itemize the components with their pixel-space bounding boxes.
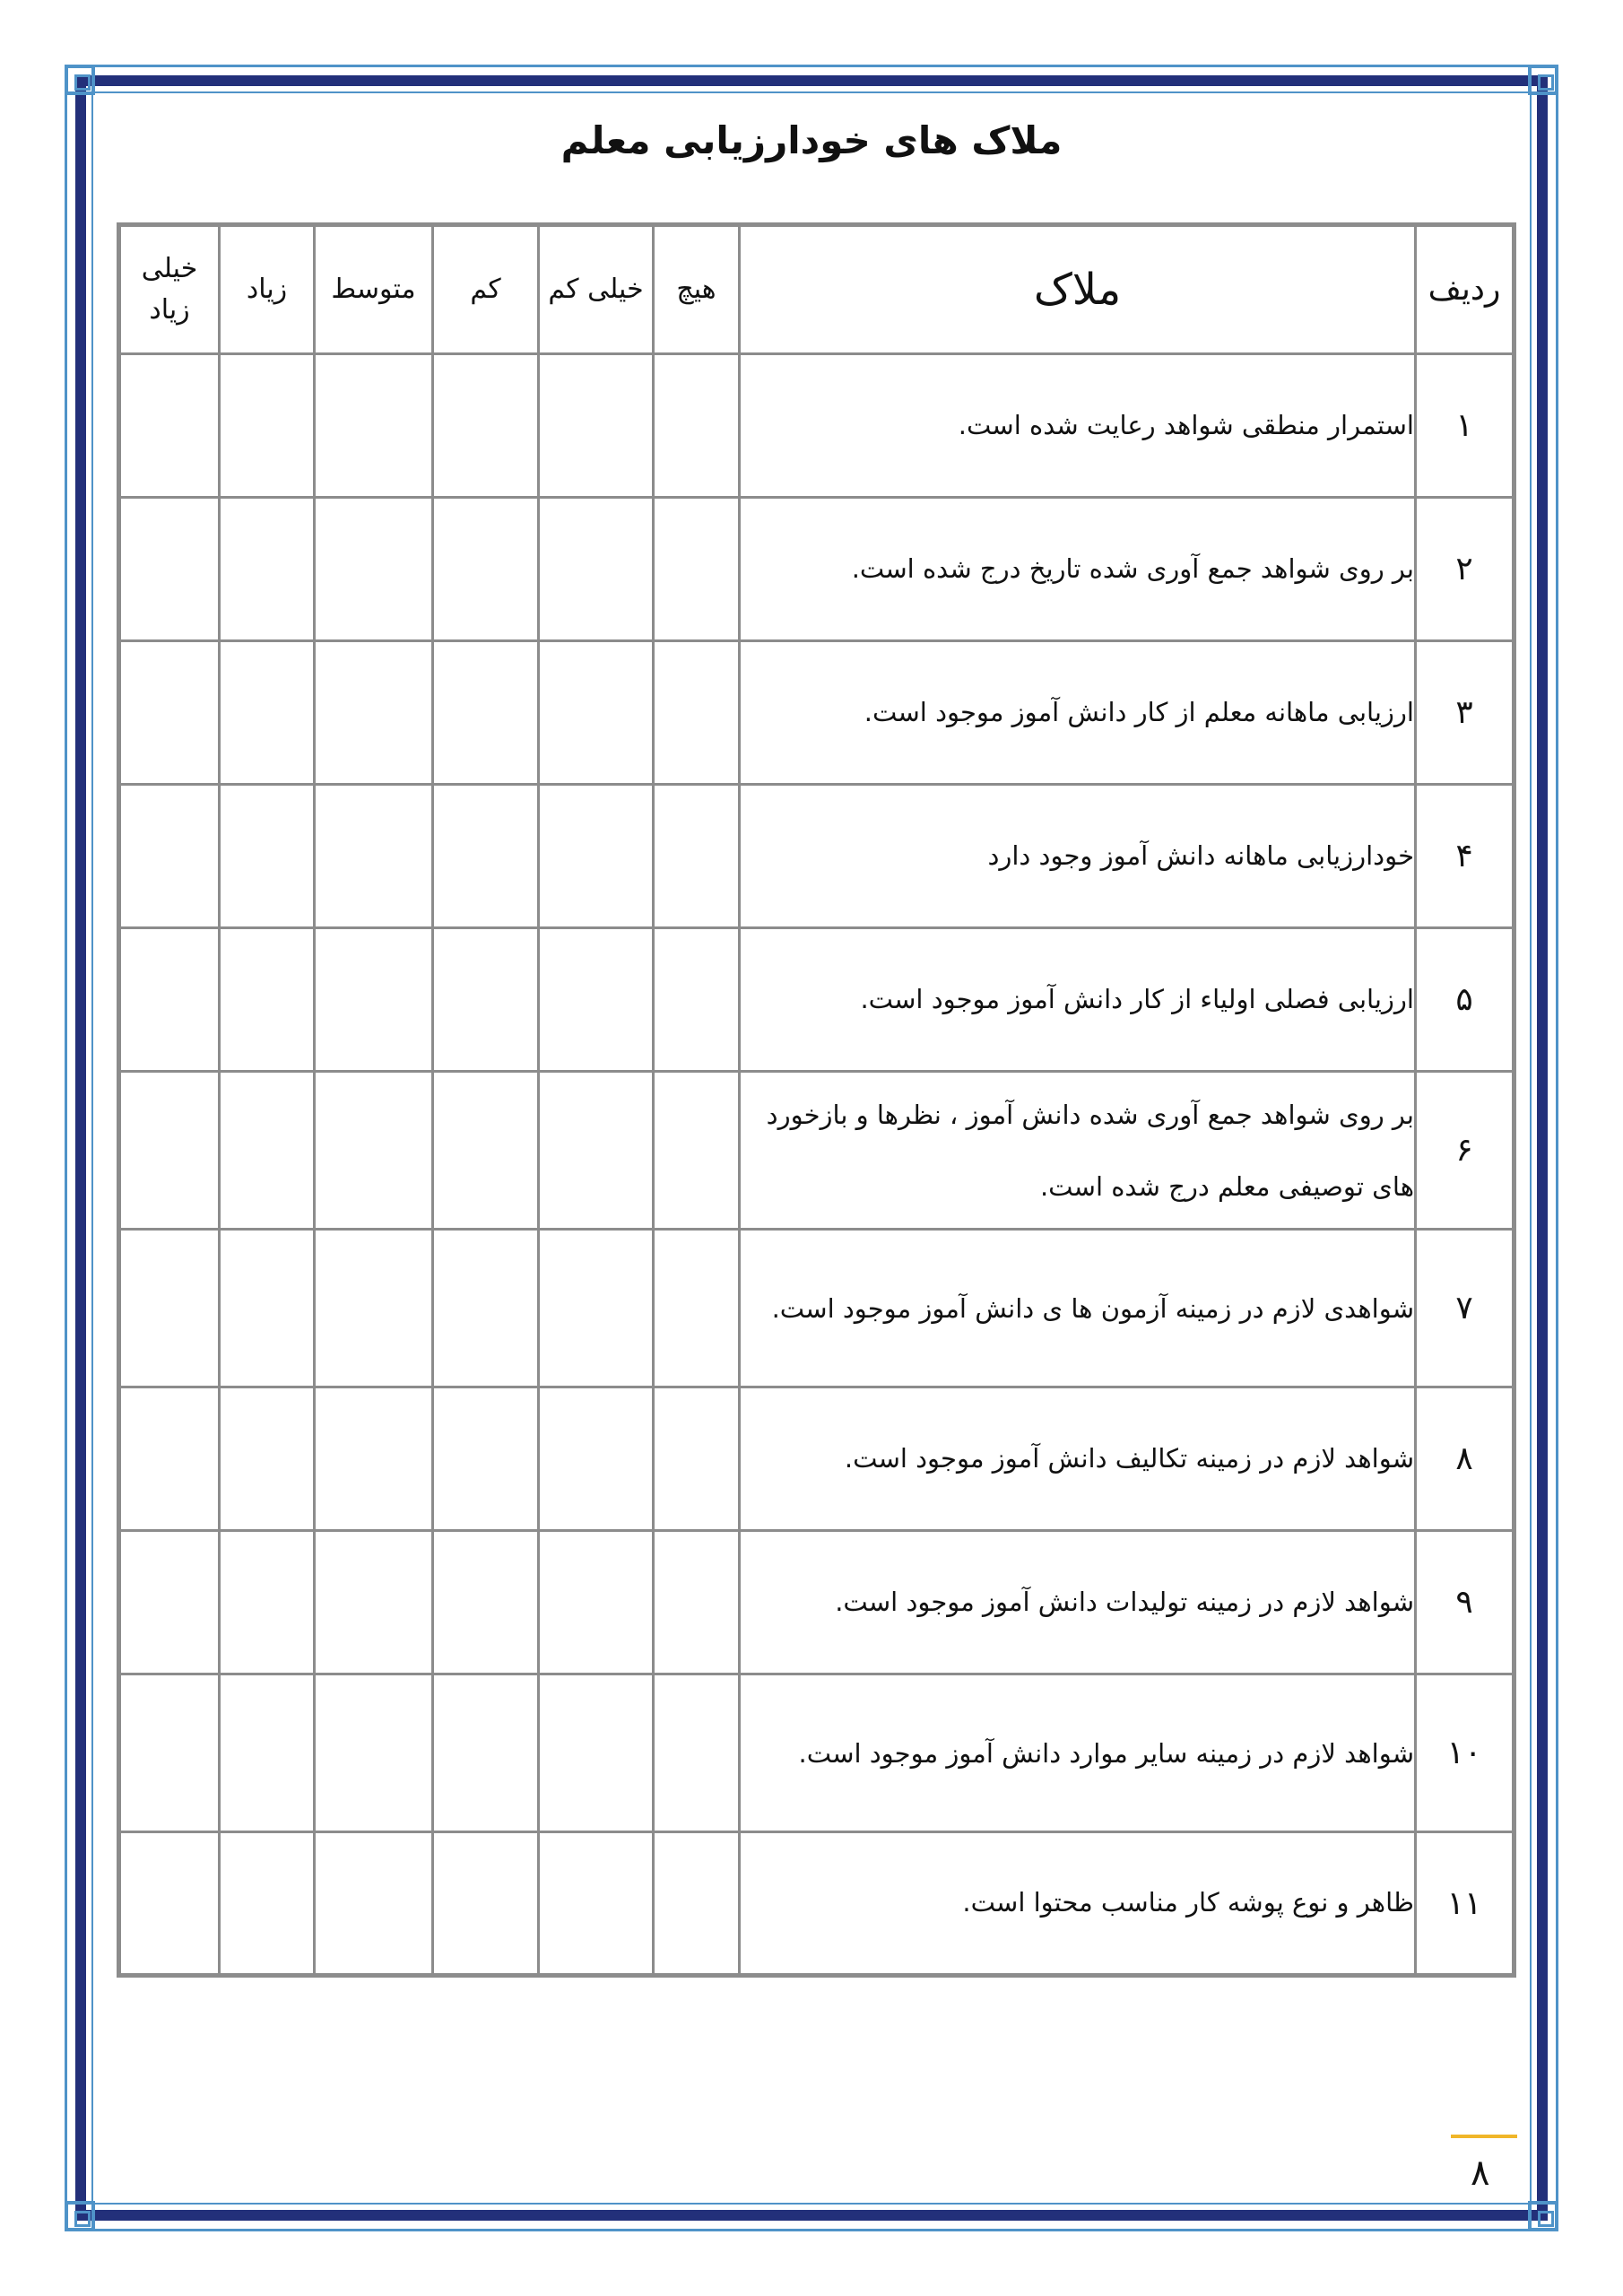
rating-cell-high[interactable] <box>220 1072 315 1230</box>
rating-cell-very-low[interactable] <box>539 354 654 498</box>
rating-cell-none[interactable] <box>654 928 740 1072</box>
row-criterion-text: شواهدی لازم در زمینه آزمون ها ی دانش آموز موجود است. <box>740 1230 1416 1387</box>
rating-cell-low[interactable] <box>433 1674 539 1832</box>
rating-cell-low[interactable] <box>433 498 539 641</box>
rating-cell-none[interactable] <box>654 1674 740 1832</box>
rating-cell-medium[interactable] <box>315 1832 433 1976</box>
corner-ornament-bottom-left <box>65 2201 95 2231</box>
row-criterion-text: بر روی شواهد جمع آوری شده دانش آموز ، نظرها و بازخورد های توصیفی معلم درج شده است. <box>740 1072 1416 1230</box>
rating-cell-high[interactable] <box>220 785 315 928</box>
rating-cell-very-low[interactable] <box>539 498 654 641</box>
corner-ornament-bottom-right <box>1528 2201 1558 2231</box>
table-row <box>119 1230 1515 1387</box>
rating-cell-very-low[interactable] <box>539 641 654 785</box>
page-number: ۸ <box>1471 2152 1490 2194</box>
header-very-low: خیلی کم <box>539 225 654 354</box>
table-row <box>119 498 1515 641</box>
corner-ornament-top-right <box>1528 65 1558 95</box>
rating-cell-none[interactable] <box>654 354 740 498</box>
rating-cell-low[interactable] <box>433 1832 539 1976</box>
rating-cell-medium[interactable] <box>315 1387 433 1531</box>
row-number: ۵ <box>1416 928 1515 1072</box>
table-row <box>119 1072 1515 1230</box>
header-row-number: ردیف <box>1416 225 1515 354</box>
row-number: ۴ <box>1416 785 1515 928</box>
rating-cell-very-high[interactable] <box>119 1674 220 1832</box>
rating-cell-none[interactable] <box>654 1230 740 1387</box>
rating-cell-none[interactable] <box>654 1832 740 1976</box>
corner-ornament-top-left <box>65 65 95 95</box>
rating-cell-none[interactable] <box>654 1531 740 1674</box>
rating-cell-very-low[interactable] <box>539 1230 654 1387</box>
rating-cell-very-high[interactable] <box>119 641 220 785</box>
rating-cell-medium[interactable] <box>315 1072 433 1230</box>
rating-cell-very-high[interactable] <box>119 928 220 1072</box>
page-title: ملاک های خودارزیابی معلم <box>560 118 1063 162</box>
header-low: کم <box>433 225 539 354</box>
rating-cell-low[interactable] <box>433 1387 539 1531</box>
rating-cell-low[interactable] <box>433 1230 539 1387</box>
rating-cell-high[interactable] <box>220 641 315 785</box>
table-row <box>119 1387 1515 1531</box>
rating-cell-very-high[interactable] <box>119 1230 220 1387</box>
rating-cell-low[interactable] <box>433 641 539 785</box>
rating-cell-very-high[interactable] <box>119 498 220 641</box>
row-number: ۳ <box>1416 641 1515 785</box>
row-criterion-text: ارزیابی فصلی اولیاء از کار دانش آموز موجود است. <box>740 928 1416 1072</box>
row-criterion-text: شواهد لازم در زمینه سایر موارد دانش آموز موجود است. <box>740 1674 1416 1832</box>
table-row <box>119 785 1515 928</box>
rating-cell-none[interactable] <box>654 785 740 928</box>
rating-cell-medium[interactable] <box>315 354 433 498</box>
row-criterion-text: استمرار منطقی شواهد رعایت شده است. <box>740 354 1416 498</box>
rating-cell-very-low[interactable] <box>539 1072 654 1230</box>
table-row <box>119 928 1515 1072</box>
rating-cell-high[interactable] <box>220 354 315 498</box>
rating-cell-low[interactable] <box>433 928 539 1072</box>
rating-cell-none[interactable] <box>654 641 740 785</box>
header-very-high: خیلی زیاد <box>119 225 220 354</box>
rating-cell-low[interactable] <box>433 354 539 498</box>
rating-cell-high[interactable] <box>220 498 315 641</box>
criteria-table <box>117 222 1516 1978</box>
rating-cell-very-low[interactable] <box>539 1832 654 1976</box>
rating-cell-medium[interactable] <box>315 1230 433 1387</box>
rating-cell-medium[interactable] <box>315 641 433 785</box>
rating-cell-very-high[interactable] <box>119 1072 220 1230</box>
rating-cell-very-high[interactable] <box>119 785 220 928</box>
table-row <box>119 1832 1515 1976</box>
row-number: ۱۰ <box>1416 1674 1515 1832</box>
row-number: ۶ <box>1416 1072 1515 1230</box>
row-number: ۱۱ <box>1416 1832 1515 1976</box>
rating-cell-medium[interactable] <box>315 1674 433 1832</box>
header-none: هیچ <box>654 225 740 354</box>
page-number-rule <box>1451 2135 1517 2138</box>
row-number: ۸ <box>1416 1387 1515 1531</box>
table-row <box>119 354 1515 498</box>
table-header-row <box>119 225 1515 354</box>
header-medium: متوسط <box>315 225 433 354</box>
rating-cell-high[interactable] <box>220 1832 315 1976</box>
header-high: زیاد <box>220 225 315 354</box>
rating-cell-very-low[interactable] <box>539 785 654 928</box>
rating-cell-none[interactable] <box>654 1387 740 1531</box>
rating-cell-medium[interactable] <box>315 1531 433 1674</box>
rating-cell-very-high[interactable] <box>119 354 220 498</box>
row-criterion-text: خودارزیابی ماهانه دانش آموز وجود دارد <box>740 785 1416 928</box>
rating-cell-low[interactable] <box>433 785 539 928</box>
rating-cell-high[interactable] <box>220 1531 315 1674</box>
rating-cell-high[interactable] <box>220 1674 315 1832</box>
table-row <box>119 641 1515 785</box>
rating-cell-medium[interactable] <box>315 785 433 928</box>
row-number: ۷ <box>1416 1230 1515 1387</box>
rating-cell-high[interactable] <box>220 1387 315 1531</box>
rating-cell-very-low[interactable] <box>539 1387 654 1531</box>
rating-cell-medium[interactable] <box>315 498 433 641</box>
row-criterion-text: ارزیابی ماهانه معلم از کار دانش آموز موجود است. <box>740 641 1416 785</box>
rating-cell-low[interactable] <box>433 1072 539 1230</box>
rating-cell-very-high[interactable] <box>119 1531 220 1674</box>
row-criterion-text: شواهد لازم در زمینه تکالیف دانش آموز موجود است. <box>740 1387 1416 1531</box>
rating-cell-high[interactable] <box>220 928 315 1072</box>
row-number: ۱ <box>1416 354 1515 498</box>
rating-cell-very-high[interactable] <box>119 1832 220 1976</box>
row-criterion-text: ظاهر و نوع پوشه کار مناسب محتوا است. <box>740 1832 1416 1976</box>
table-row <box>119 1531 1515 1674</box>
table-row <box>119 1674 1515 1832</box>
rating-cell-very-low[interactable] <box>539 1674 654 1832</box>
row-criterion-text: بر روی شواهد جمع آوری شده تاریخ درج شده است. <box>740 498 1416 641</box>
row-number: ۲ <box>1416 498 1515 641</box>
rating-cell-none[interactable] <box>654 1072 740 1230</box>
rating-cell-very-high[interactable] <box>119 1387 220 1531</box>
rating-cell-high[interactable] <box>220 1230 315 1387</box>
rating-cell-medium[interactable] <box>315 928 433 1072</box>
row-number: ۹ <box>1416 1531 1515 1674</box>
rating-cell-none[interactable] <box>654 498 740 641</box>
rating-cell-very-low[interactable] <box>539 928 654 1072</box>
rating-cell-low[interactable] <box>433 1531 539 1674</box>
row-criterion-text: شواهد لازم در زمینه تولیدات دانش آموز موجود است. <box>740 1531 1416 1674</box>
rating-cell-very-low[interactable] <box>539 1531 654 1674</box>
header-criterion: ملاک <box>740 225 1416 354</box>
